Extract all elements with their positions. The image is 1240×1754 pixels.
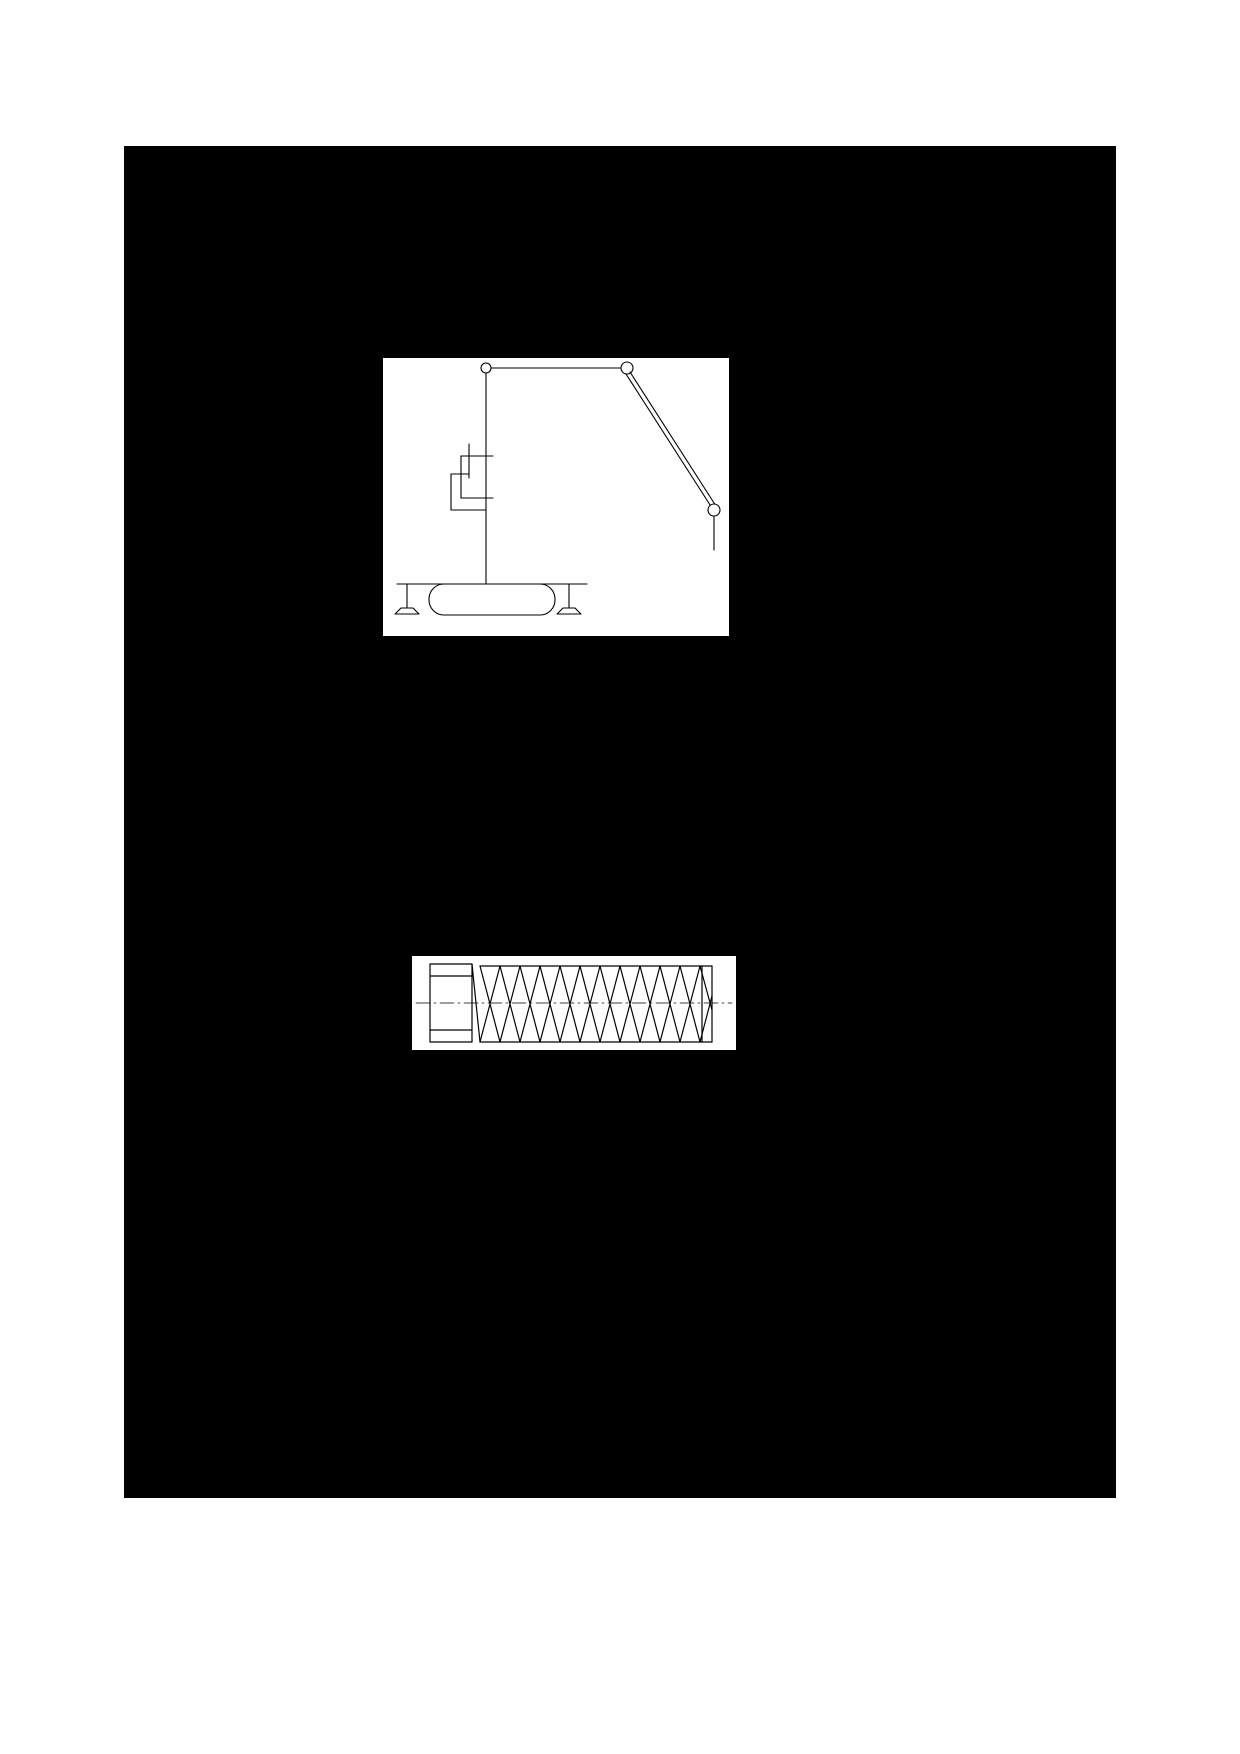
wheel-left <box>395 608 419 614</box>
chassis-body <box>429 584 555 615</box>
crane-drawing-svg <box>383 358 729 636</box>
jib-tip-pulley <box>621 362 633 374</box>
wheel-right <box>557 608 581 614</box>
boom-tie-line-2 <box>626 374 712 508</box>
figure-crane-panel <box>383 358 729 636</box>
boom-tie-line <box>630 372 716 506</box>
figure-screw-panel <box>412 956 736 1050</box>
hook-block <box>708 504 720 516</box>
screw-drawing-svg <box>412 956 736 1050</box>
black-plate-background <box>124 146 1116 1498</box>
pivot-joint <box>481 363 491 373</box>
